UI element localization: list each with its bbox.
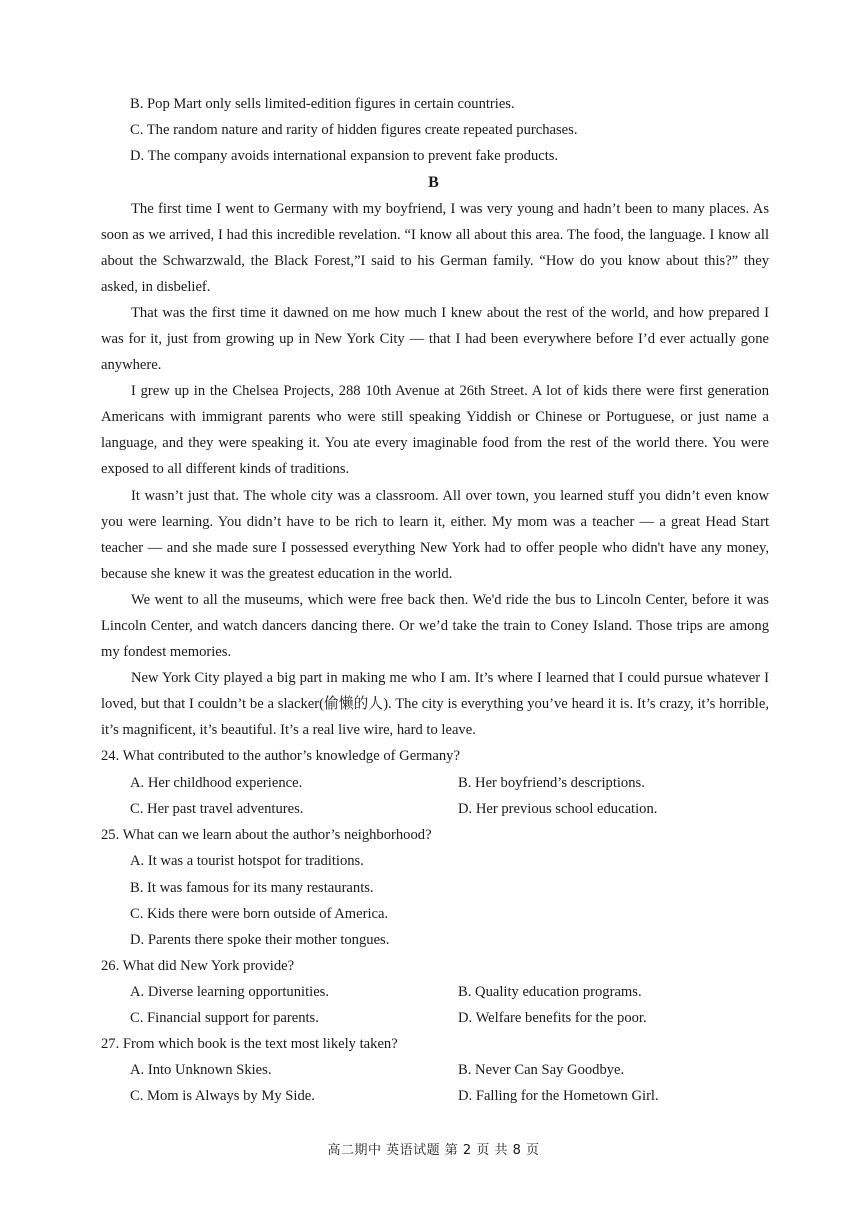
passage-paragraph-2: That was the first time it dawned on me how much I knew about the rest of the world, and how prepared I was for it, just from growing up in New York City — that I had been everywhere before I’d ever actually gone anywhere. (101, 305, 769, 374)
question-26-stem: 26. What did New York provide? (101, 958, 295, 974)
question-25-stem: 25. What can we learn about the author’s neighborhood? (101, 827, 432, 843)
passage-paragraph-6: New York City played a big part in making me who I am. It’s where I learned that I could pursue whatever I loved, but that I couldn’t be a slacker(偷懒的人). The city is everything you’ve heard it is. It’s crazy, it’s horrible, it’s magnificent, it’s beautiful. It’s a real live wire, hard to leave. (101, 670, 769, 739)
passage-paragraph-5: We went to all the museums, which were free back then. We'd ride the bus to Lincoln Center, before it was Lincoln Center, and watch dancers dancing there. Or we’d take the train to Coney Island. Those trips are among my fondest memories. (101, 592, 769, 661)
prev-option-c: C. The random nature and rarity of hidden figures create repeated purchases. (130, 122, 578, 138)
question-24-option-d: D. Her previous school education. (458, 801, 658, 817)
question-27-option-d: D. Falling for the Hometown Girl. (458, 1088, 659, 1104)
question-24-option-b: B. Her boyfriend’s descriptions. (458, 775, 645, 791)
prev-option-d: D. The company avoids international expansion to prevent fake products. (130, 148, 559, 164)
question-25-option-d: D. Parents there spoke their mother tongues. (130, 932, 390, 948)
question-27-option-c: C. Mom is Always by My Side. (130, 1088, 315, 1104)
passage-paragraph-4: It wasn’t just that. The whole city was a classroom. All over town, you learned stuff you didn’t even know you were learning. You didn’t have to be rich to learn it, either. My mom was a teacher — a great Head Start teacher — and she made sure I possessed everything New York had to offer people who didn't have any money, because she knew it was the greatest education in the world. (101, 488, 769, 583)
question-24-option-a: A. Her childhood experience. (130, 775, 303, 791)
question-25-option-b: B. It was famous for its many restaurants. (130, 880, 374, 896)
question-26-option-b: B. Quality education programs. (458, 984, 642, 1000)
question-24-stem: 24. What contributed to the author’s knowledge of Germany? (101, 748, 460, 764)
question-25-option-a: A. It was a tourist hotspot for traditions. (130, 853, 364, 869)
question-27-stem: 27. From which book is the text most likely taken? (101, 1036, 398, 1052)
question-24-option-c: C. Her past travel adventures. (130, 801, 304, 817)
question-25-option-c: C. Kids there were born outside of America. (130, 906, 389, 922)
question-26-option-a: A. Diverse learning opportunities. (130, 984, 329, 1000)
question-27-option-a: A. Into Unknown Skies. (130, 1062, 272, 1078)
question-26-option-c: C. Financial support for parents. (130, 1010, 319, 1026)
question-26-option-d: D. Welfare benefits for the poor. (458, 1010, 647, 1026)
prev-option-b: B. Pop Mart only sells limited-edition figures in certain countries. (130, 96, 515, 112)
section-heading: B (428, 174, 439, 191)
question-27-option-b: B. Never Can Say Goodbye. (458, 1062, 625, 1078)
passage-paragraph-3: I grew up in the Chelsea Projects, 288 10th Avenue at 26th Street. A lot of kids there were first generation Americans with immigrant parents who were still speaking Yiddish or Chinese or Portuguese, or just name a language, and they were speaking it. You ate every imaginable food from the rest of the world there. You were exposed to all different kinds of traditions. (101, 383, 769, 478)
passage-paragraph-1: The first time I went to Germany with my boyfriend, I was very young and hadn’t been to many places. As soon as we arrived, I had this incredible revelation. “I know all about this area. The food, the language. I know all about the Schwarzwald, the Black Forest,”I said to his German family. “How do you know about this?” they asked, in disbelief. (101, 201, 769, 296)
page-footer: 高二期中 英语试题 第 2 页 共 8 页 (327, 1143, 540, 1158)
